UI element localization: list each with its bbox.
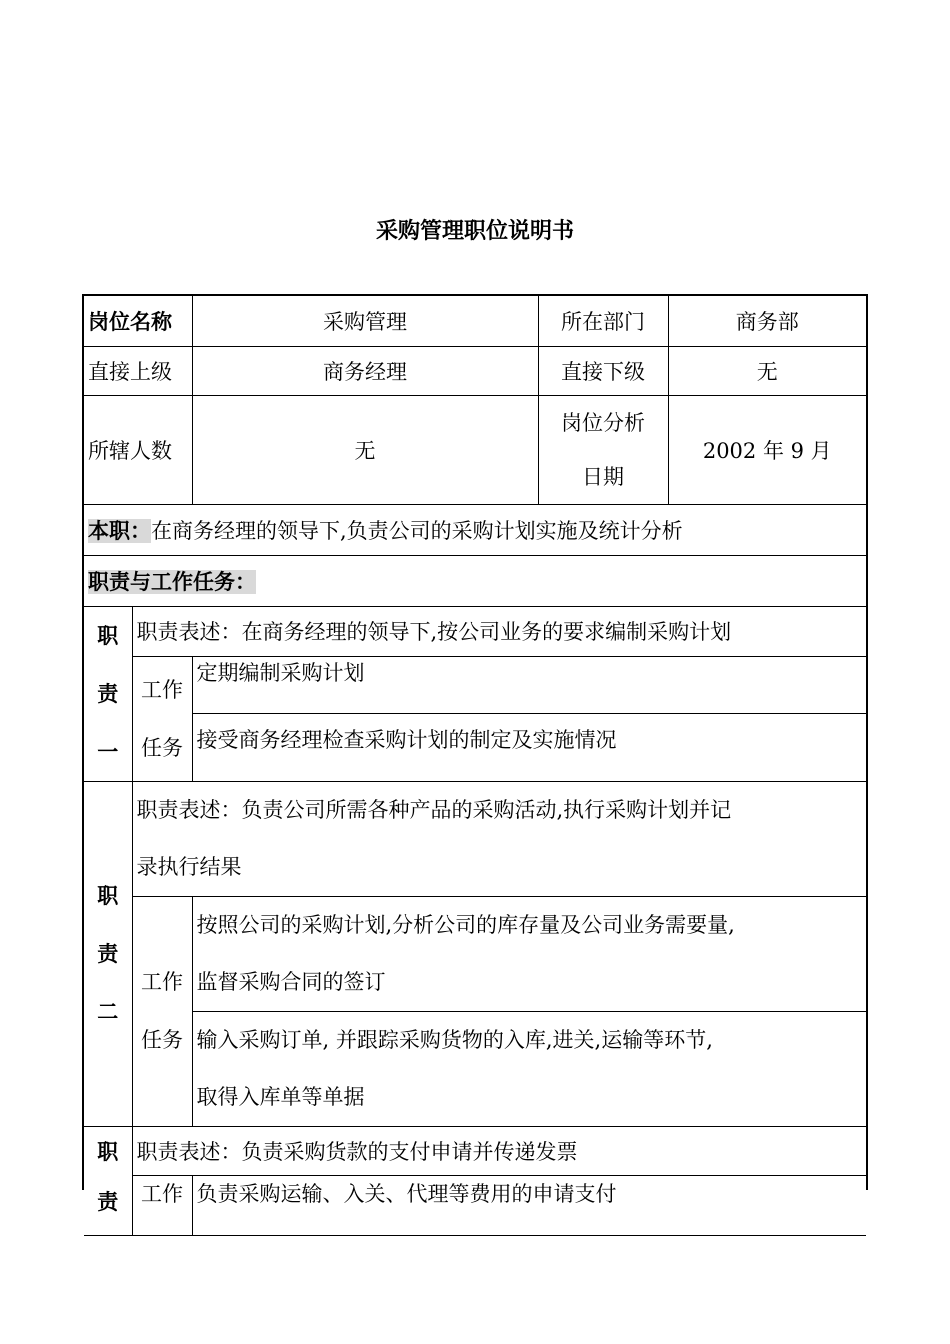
analysis-date-label-line2: 日期 bbox=[582, 464, 624, 489]
duty-3-statement: 职责表述：负责采购货款的支付申请并传递发票 bbox=[132, 1126, 866, 1175]
duty-2-statement: 职责表述：负责公司所需各种产品的采购活动,执行采购计划并记 录执行结果 bbox=[132, 781, 866, 896]
position-name-value: 采购管理 bbox=[192, 296, 538, 346]
duty-summary bbox=[84, 504, 866, 555]
job-description-table bbox=[82, 294, 868, 1214]
superior-value: 商务经理 bbox=[192, 346, 538, 395]
page-title: 采购管理职位说明书 bbox=[375, 219, 574, 244]
department-value: 商务部 bbox=[668, 296, 866, 346]
duty-1-work-label: 工作 任务 bbox=[132, 656, 192, 781]
duty-2-task-2: 输入采购订单, 并跟踪采购货物的入库,进关,运输等环节, 取得入库单等单据 bbox=[192, 1011, 866, 1126]
duty-summary-text: 在商务经理的领导下,负责公司的采购计划实施及统计分析 bbox=[151, 518, 683, 543]
analysis-date-label-line1: 岗位分析 bbox=[561, 410, 645, 435]
responsibilities-label: 职责与工作任务： bbox=[88, 569, 256, 594]
position-name-label: 岗位名称 bbox=[84, 296, 192, 346]
analysis-date-value: 2002 年 9 月 bbox=[668, 395, 866, 504]
duty-1-label: 职 责 一 bbox=[84, 606, 132, 781]
duty-2-work-label: 工作 任务 bbox=[132, 896, 192, 1126]
duty-1-task-2: 接受商务经理检查采购计划的制定及实施情况 bbox=[192, 713, 866, 781]
responsibilities-header bbox=[84, 555, 866, 606]
headcount-label: 所辖人数 bbox=[84, 395, 192, 504]
department-label: 所在部门 bbox=[538, 296, 668, 346]
duty-3-label: 职 责 bbox=[84, 1126, 132, 1235]
headcount-value: 无 bbox=[192, 395, 538, 504]
subordinate-label: 直接下级 bbox=[538, 346, 668, 395]
duty-1-task-1: 定期编制采购计划 bbox=[192, 656, 866, 713]
duty-3-task-1: 负责采购运输、入关、代理等费用的申请支付 bbox=[192, 1175, 866, 1235]
info-table bbox=[84, 296, 866, 1236]
duty-2-label: 职 责 二 bbox=[84, 781, 132, 1126]
duty-3-work-label: 工作 bbox=[132, 1175, 192, 1235]
analysis-date-label bbox=[538, 395, 668, 504]
duty-summary-label: 本职： bbox=[88, 518, 151, 543]
duty-2-task-1: 按照公司的采购计划,分析公司的库存量及公司业务需要量, 监督采购合同的签订 bbox=[192, 896, 866, 1011]
superior-label: 直接上级 bbox=[84, 346, 192, 395]
duty-1-statement: 职责表述：在商务经理的领导下,按公司业务的要求编制采购计划 bbox=[132, 606, 866, 656]
subordinate-value: 无 bbox=[668, 346, 866, 395]
